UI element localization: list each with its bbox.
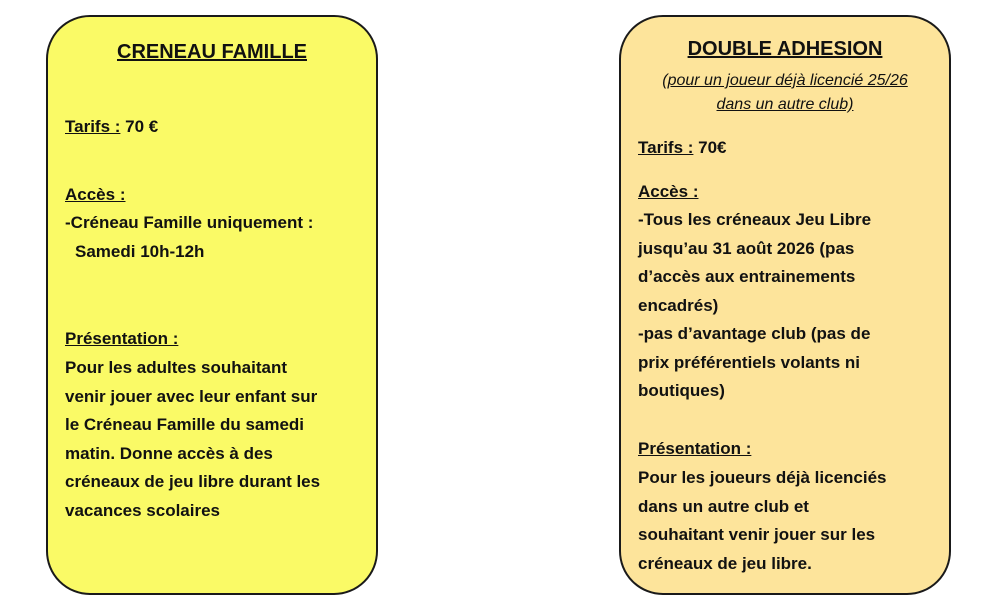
acces-line: encadrés) [638, 296, 719, 315]
presentation-line: le Créneau Famille du samedi [65, 415, 305, 434]
card-double-adhesion [619, 15, 951, 595]
presentation-label: Présentation : [638, 439, 752, 458]
card-subtitle: (pour un joueur déjà licencié 25/26 [662, 72, 908, 89]
card-title: CRENEAU FAMILLE [117, 41, 307, 63]
acces-line: d’accès aux entrainements [638, 267, 856, 286]
presentation-line: créneaux de jeu libre. [638, 554, 812, 573]
card-creneau-famille [46, 15, 378, 595]
presentation-line: créneaux de jeu libre durant les [65, 472, 321, 491]
acces-line: jusqu’au 31 août 2026 (pas [638, 239, 855, 258]
acces-line: -Créneau Famille uniquement : [65, 213, 314, 232]
tarifs-value: 70€ [693, 138, 727, 157]
acces-label: Accès : [65, 185, 126, 204]
presentation-line: matin. Donne accès à des [65, 444, 273, 463]
presentation-line: venir jouer avec leur enfant sur [65, 387, 318, 406]
tarifs-label: Tarifs : [638, 138, 694, 157]
presentation-label: Présentation : [65, 329, 179, 348]
tarifs-label: Tarifs : [65, 117, 121, 136]
acces-line: boutiques) [638, 381, 725, 400]
acces-line: prix préférentiels volants ni [638, 353, 861, 372]
presentation-line: Pour les joueurs déjà licenciés [638, 468, 887, 487]
tarifs-value: 70 € [120, 117, 159, 136]
tarifs-row [638, 137, 727, 159]
presentation-line: vacances scolaires [65, 501, 221, 520]
acces-line: -Tous les créneaux Jeu Libre [638, 210, 872, 229]
presentation-line: dans un autre club et [638, 497, 809, 516]
presentation-line: Pour les adultes souhaitant [65, 358, 287, 377]
acces-label: Accès : [638, 182, 699, 201]
card-title: DOUBLE ADHESION [687, 38, 883, 60]
acces-line: Samedi 10h-12h [75, 242, 205, 261]
card-subtitle: dans un autre club) [716, 96, 854, 113]
tarifs-row [65, 116, 158, 138]
acces-line: -pas d’avantage club (pas de [638, 324, 871, 343]
presentation-line: souhaitant venir jouer sur les [638, 525, 876, 544]
